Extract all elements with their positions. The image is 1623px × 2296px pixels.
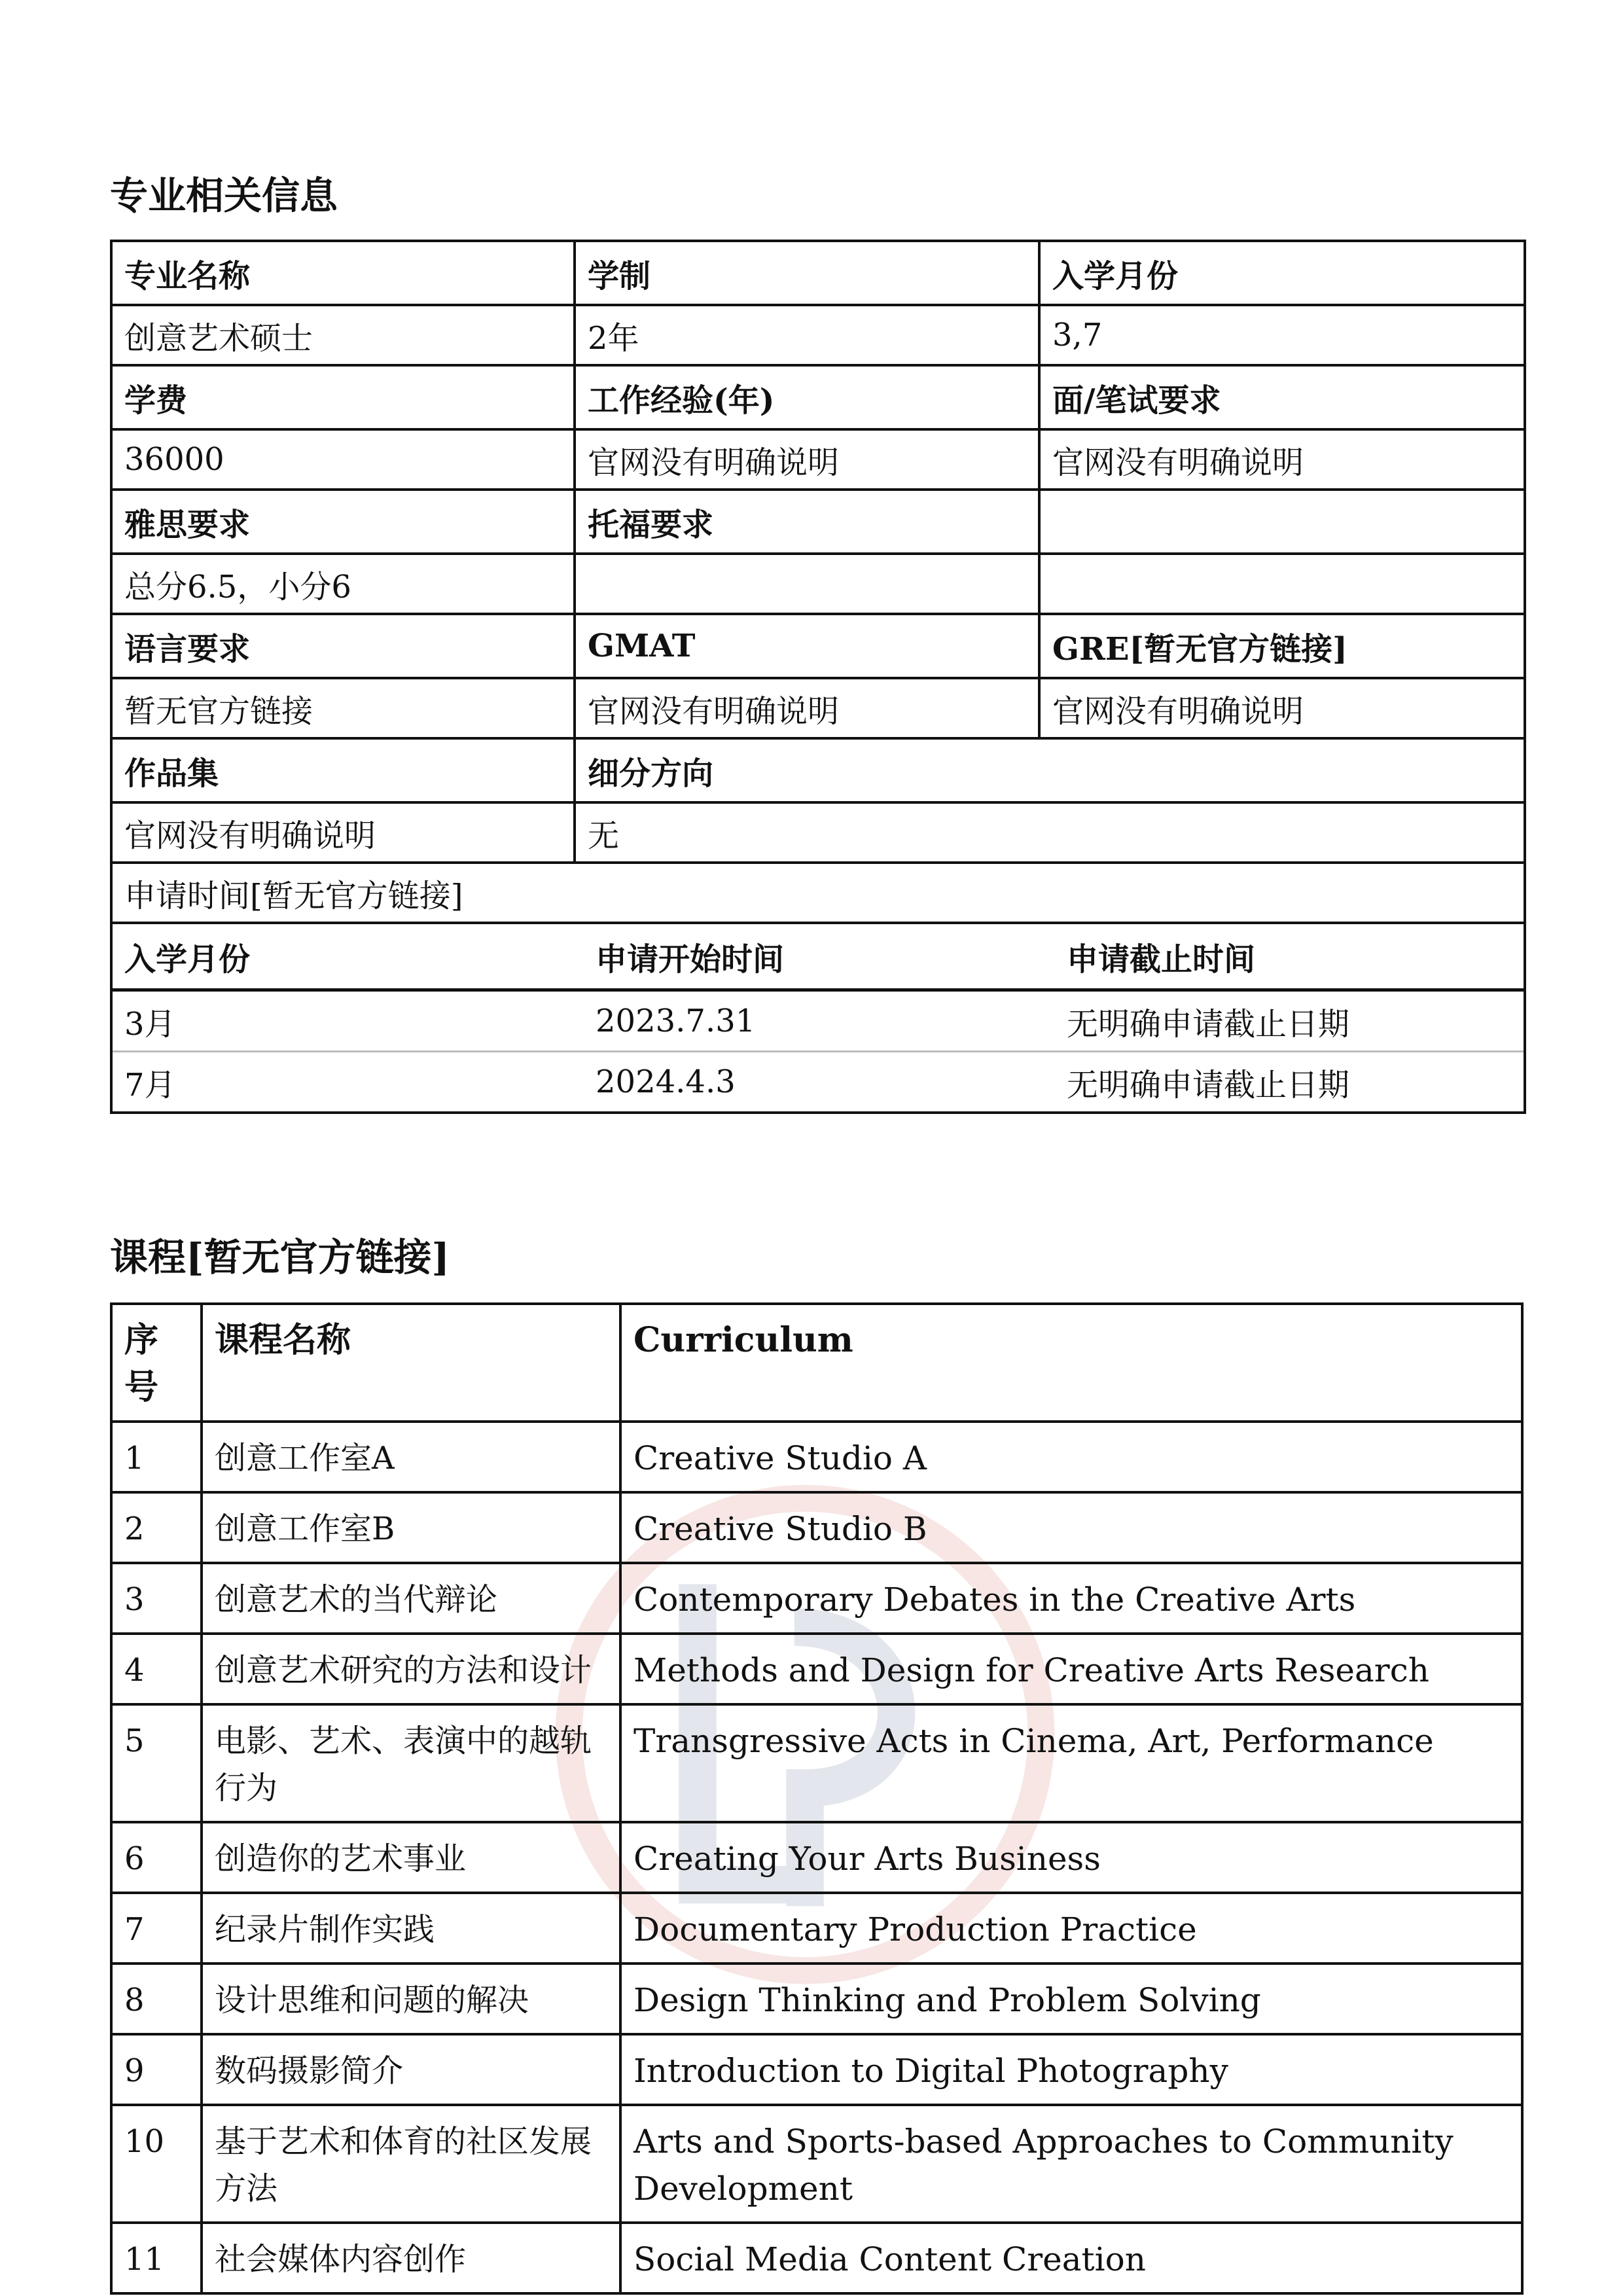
course-index: 9	[111, 2034, 202, 2105]
app-header-intake: 入学月份	[113, 924, 584, 990]
table-row	[111, 1492, 1522, 1563]
course-header-name: 课程名称	[202, 1304, 620, 1422]
application-cell	[111, 923, 1525, 1113]
label-portfolio: 作品集	[111, 738, 575, 802]
table-row	[111, 1422, 1522, 1492]
section-title-info: 专业相关信息	[110, 173, 338, 218]
table-row	[111, 1822, 1522, 1893]
course-index: 2	[111, 1492, 202, 1563]
app-cell: 无明确申请截止日期	[1067, 1066, 1350, 1103]
empty-cell	[1039, 490, 1525, 554]
course-index: 6	[111, 1822, 202, 1893]
app-cell: 2024.4.3	[596, 1064, 736, 1100]
table-row	[111, 2105, 1522, 2223]
value-direction: 无	[575, 802, 1525, 863]
course-curriculum: Contemporary Debates in the Creative Arts	[620, 1563, 1522, 1634]
label-toefl: 托福要求	[575, 490, 1039, 554]
course-curriculum: Creative Studio A	[620, 1422, 1522, 1492]
course-name: 创意艺术的当代辩论	[202, 1563, 620, 1634]
label-work-experience: 工作经验(年)	[575, 365, 1039, 429]
course-header-curriculum: Curriculum	[620, 1304, 1522, 1422]
label-interview: 面/笔试要求	[1039, 365, 1525, 429]
table-row	[111, 1704, 1522, 1822]
value-portfolio: 官网没有明确说明	[111, 802, 575, 863]
label-tuition: 学费	[111, 365, 575, 429]
course-curriculum: Design Thinking and Problem Solving	[620, 1964, 1522, 2034]
course-curriculum: Arts and Sports-based Approaches to Community Development	[620, 2105, 1522, 2223]
section-title-courses: 课程[暂无官方链接]	[110, 1235, 450, 1280]
label-gre: GRE[暂无官方链接]	[1039, 614, 1525, 678]
course-name: 基于艺术和体育的社区发展方法	[202, 2105, 620, 2223]
value-gre: 官网没有明确说明	[1039, 678, 1525, 738]
course-name: 创造你的艺术事业	[202, 1822, 620, 1893]
application-title: 申请时间[暂无官方链接]	[111, 863, 1525, 923]
course-name: 创意艺术研究的方法和设计	[202, 1634, 620, 1704]
app-cell: 3月	[113, 990, 584, 1052]
course-index: 3	[111, 1563, 202, 1634]
label-major: 专业名称	[111, 241, 575, 305]
table-row	[113, 990, 1524, 1052]
application-table	[113, 924, 1524, 1111]
course-index: 8	[111, 1964, 202, 2034]
course-header-index: 序号	[111, 1304, 202, 1422]
course-name: 纪录片制作实践	[202, 1893, 620, 1964]
empty-cell	[1039, 554, 1525, 614]
label-gmat: GMAT	[575, 614, 1039, 678]
label-ielts: 雅思要求	[111, 490, 575, 554]
table-row	[111, 1964, 1522, 2034]
table-row	[111, 1634, 1522, 1704]
label-language: 语言要求	[111, 614, 575, 678]
course-name: 创意工作室A	[202, 1422, 620, 1492]
course-index: 1	[111, 1422, 202, 1492]
value-toefl	[575, 554, 1039, 614]
app-cell: 无明确申请截止日期	[1055, 990, 1524, 1052]
app-header-start: 申请开始时间	[584, 924, 1055, 990]
courses-table	[110, 1302, 1524, 2295]
course-index: 11	[111, 2223, 202, 2293]
value-gmat: 官网没有明确说明	[575, 678, 1039, 738]
course-curriculum: Creating Your Arts Business	[620, 1822, 1522, 1893]
course-name: 创意工作室B	[202, 1492, 620, 1563]
value-language: 暂无官方链接	[111, 678, 575, 738]
course-index: 5	[111, 1704, 202, 1822]
label-intake: 入学月份	[1039, 241, 1525, 305]
value-duration: 2年	[575, 305, 1039, 365]
value-work-experience: 官网没有明确说明	[575, 429, 1039, 490]
info-table	[110, 240, 1526, 1114]
course-index: 10	[111, 2105, 202, 2223]
course-name: 电影、艺术、表演中的越轨行为	[202, 1704, 620, 1822]
course-name: 数码摄影简介	[202, 2034, 620, 2105]
course-name: 社会媒体内容创作	[202, 2223, 620, 2293]
course-name: 设计思维和问题的解决	[202, 1964, 620, 2034]
course-curriculum: Documentary Production Practice	[620, 1893, 1522, 1964]
table-row	[111, 2034, 1522, 2105]
table-row	[111, 1893, 1522, 1964]
table-row	[111, 1563, 1522, 1634]
label-direction: 细分方向	[575, 738, 1525, 802]
course-curriculum: Methods and Design for Creative Arts Research	[620, 1634, 1522, 1704]
table-row	[113, 1052, 1524, 1112]
course-curriculum: Introduction to Digital Photography	[620, 2034, 1522, 2105]
value-tuition: 36000	[111, 429, 575, 490]
value-interview: 官网没有明确说明	[1039, 429, 1525, 490]
course-curriculum: Social Media Content Creation	[620, 2223, 1522, 2293]
label-duration: 学制	[575, 241, 1039, 305]
value-ielts: 总分6.5，小分6	[111, 554, 575, 614]
course-index: 7	[111, 1893, 202, 1964]
course-index: 4	[111, 1634, 202, 1704]
value-major: 创意艺术硕士	[111, 305, 575, 365]
app-cell: 2023.7.31	[584, 990, 1055, 1052]
value-intake: 3,7	[1039, 305, 1525, 365]
app-header-deadline: 申请截止时间	[1055, 924, 1524, 990]
table-row	[111, 2223, 1522, 2293]
app-cell: 7月	[124, 1066, 176, 1103]
course-curriculum: Transgressive Acts in Cinema, Art, Performance	[620, 1704, 1522, 1822]
course-curriculum: Creative Studio B	[620, 1492, 1522, 1563]
